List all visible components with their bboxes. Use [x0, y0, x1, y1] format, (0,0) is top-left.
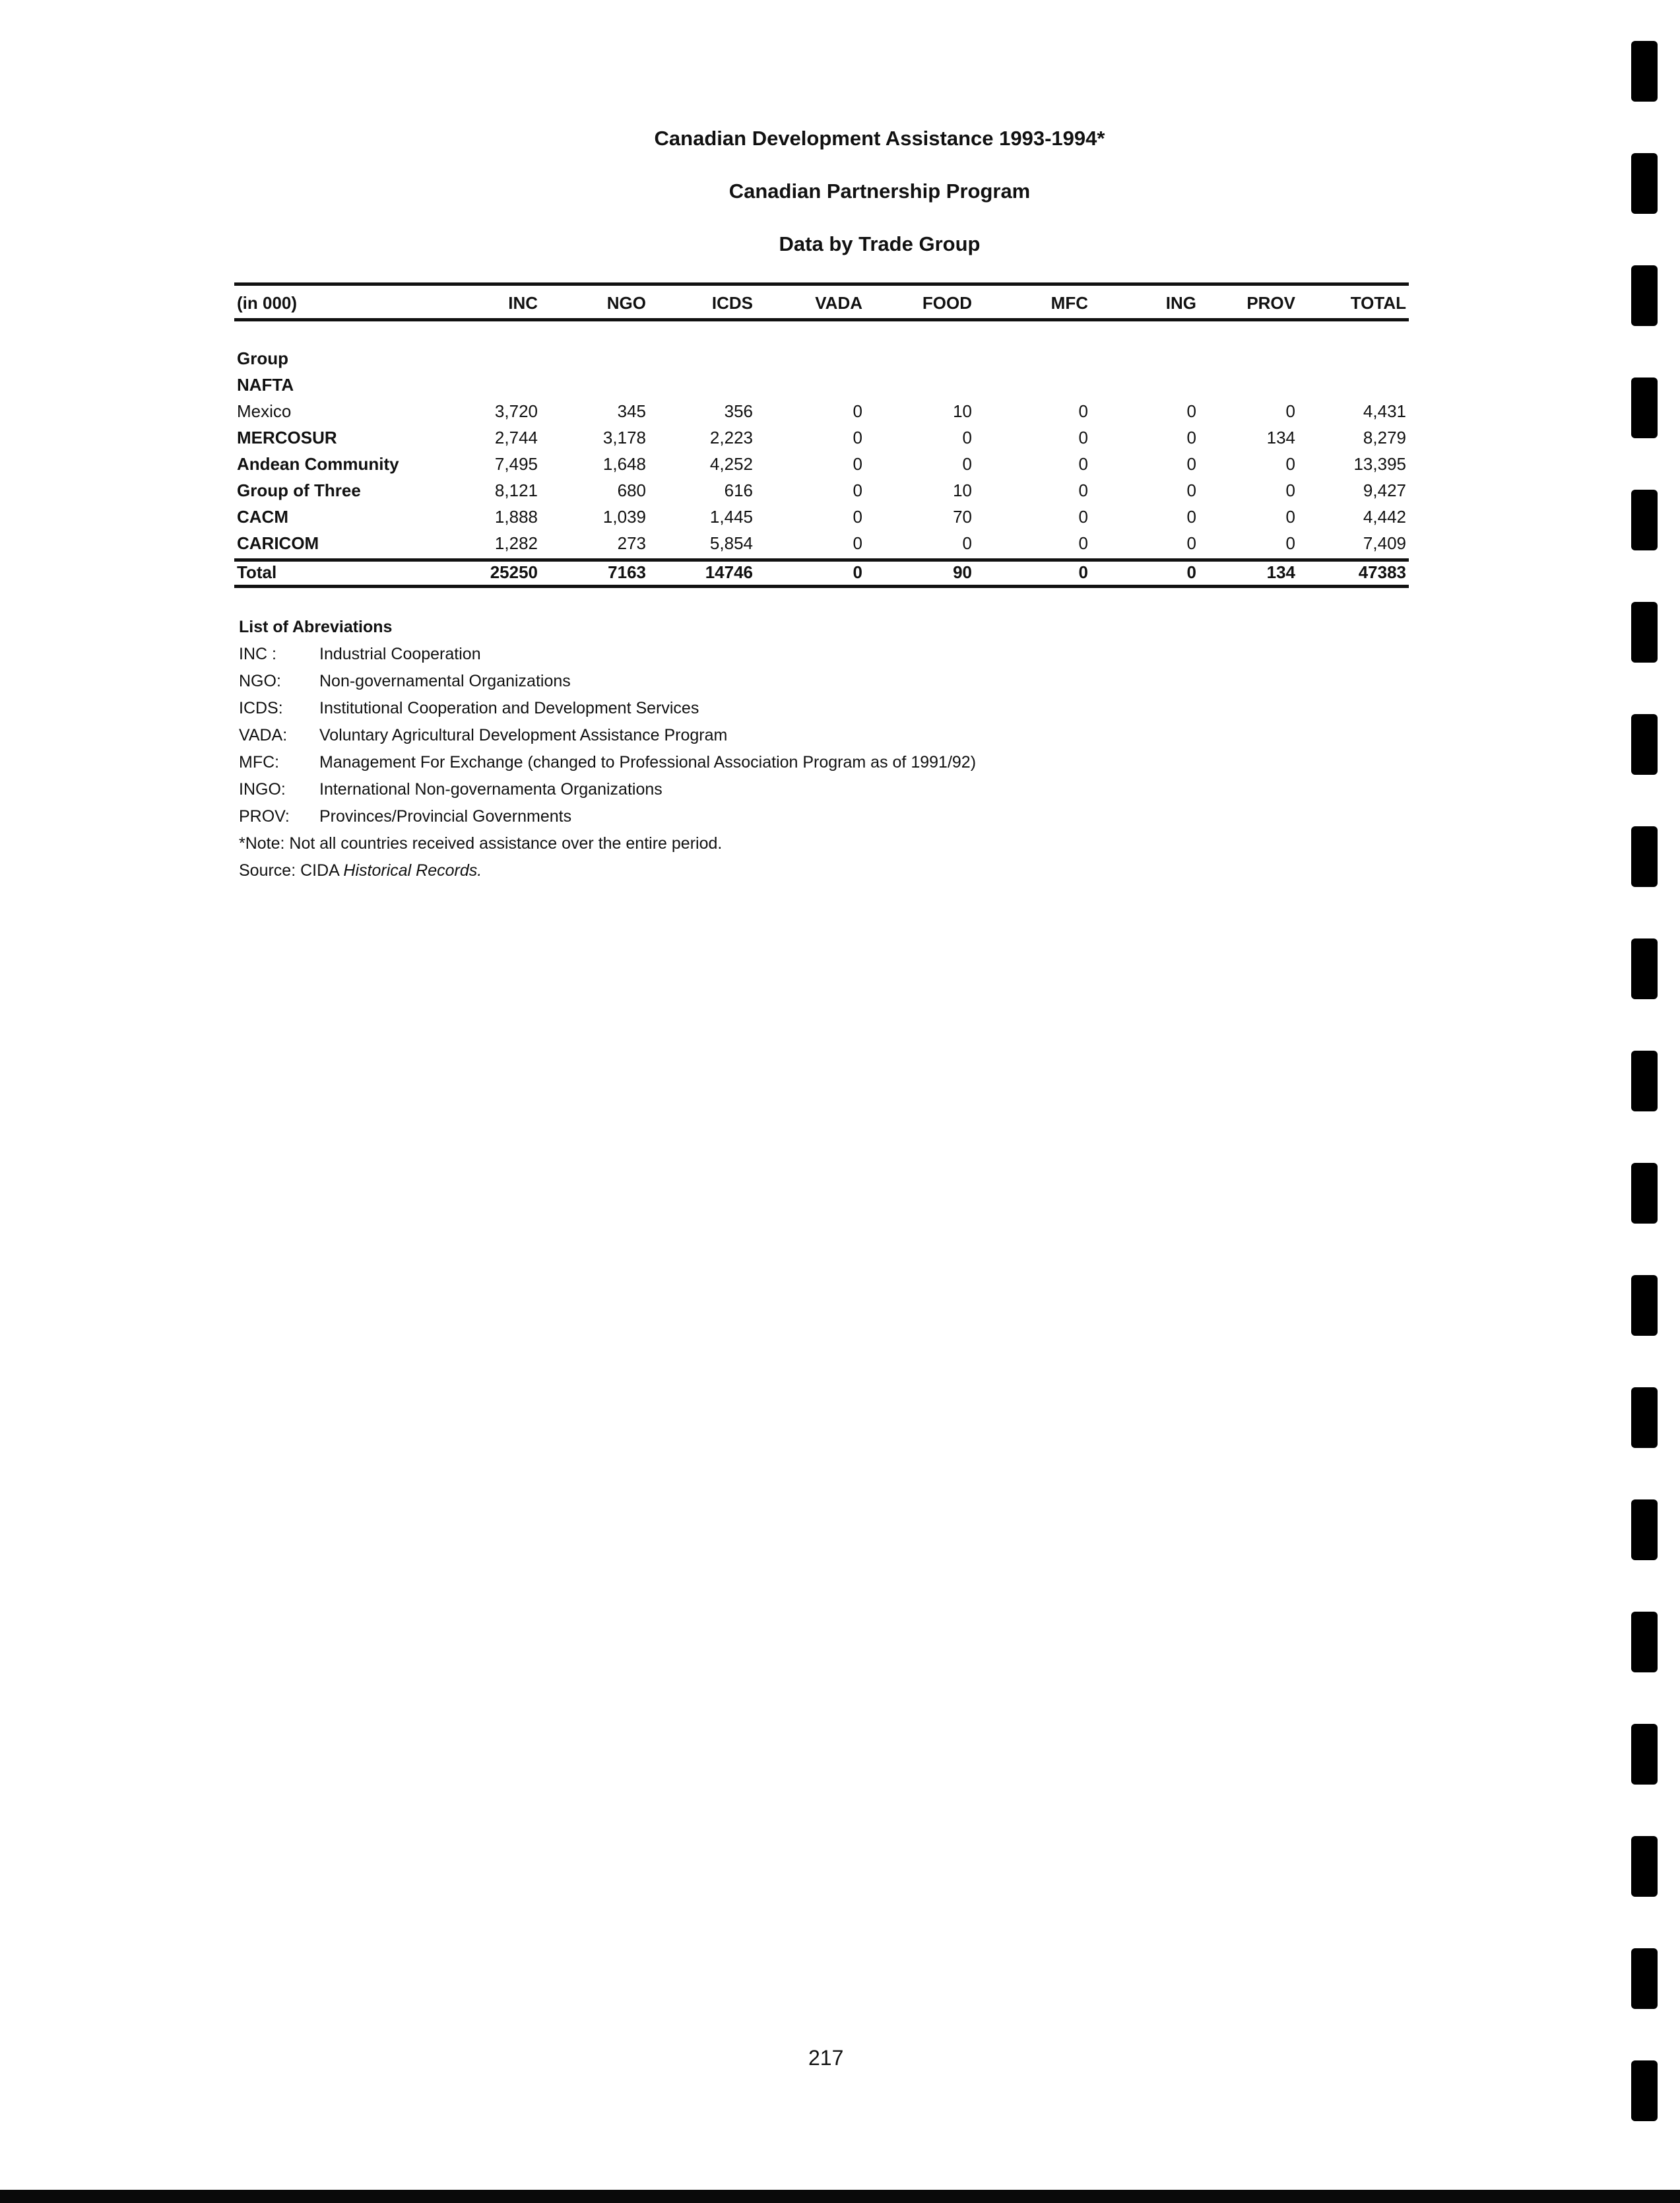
cell-food: 10: [953, 401, 972, 421]
cell-total: 4,442: [1363, 507, 1406, 527]
binding-hole: [1631, 1612, 1658, 1672]
column-header-vada: VADA: [815, 293, 862, 313]
table-row: [234, 533, 1409, 557]
footnote: *Note: Not all countries received assistance over the entire period.: [239, 834, 723, 853]
cell-mfc: 0: [1078, 401, 1088, 421]
abbreviation-code: MFC:: [239, 753, 280, 772]
abbreviation-code: INC :: [239, 645, 276, 663]
cell-prov: 0: [1285, 480, 1295, 500]
abbreviation-desc: Provinces/Provincial Governments: [319, 807, 572, 826]
cell-inc: 1,282: [494, 533, 538, 553]
total-prov: 134: [1266, 562, 1295, 582]
cell-food: 0: [962, 428, 972, 447]
total-ngo: 7163: [608, 562, 646, 582]
cell-ngo: 345: [617, 401, 646, 421]
page-number: 217: [808, 2046, 844, 2070]
cell-food: 0: [962, 454, 972, 474]
section-title: Data by Trade Group: [779, 232, 981, 255]
table-header-row: [234, 293, 1409, 317]
cell-icds: 616: [724, 480, 753, 500]
cell-total: 7,409: [1363, 533, 1406, 553]
cell-prov: 0: [1285, 401, 1295, 421]
abbreviation-item: [239, 803, 722, 830]
abbreviation-desc: International Non-governamenta Organizations: [319, 780, 662, 799]
cell-food: 10: [953, 480, 972, 500]
binding-hole: [1631, 2060, 1658, 2121]
abbreviation-item: [239, 668, 722, 695]
cell-ngo: 680: [617, 480, 646, 500]
source-title: Historical Records.: [343, 861, 482, 880]
binding-hole: [1631, 490, 1658, 550]
binding-hole: [1631, 826, 1658, 887]
binding-hole: [1631, 153, 1658, 214]
table-row: [234, 507, 1409, 531]
binding-hole: [1631, 1275, 1658, 1336]
cell-ing: 0: [1186, 428, 1196, 447]
cell-ngo: 273: [617, 533, 646, 553]
cell-total: 4,431: [1363, 401, 1406, 421]
cell-vada: 0: [853, 401, 862, 421]
abbreviation-code: ICDS:: [239, 699, 283, 717]
abbreviations-section: [239, 614, 977, 884]
abbreviation-item: [239, 641, 722, 668]
total-vada: 0: [853, 562, 862, 582]
table-row: [234, 454, 1409, 478]
cell-prov: 0: [1285, 454, 1295, 474]
binding-hole: [1631, 938, 1658, 999]
binding-hole: [1631, 1051, 1658, 1111]
column-header-mfc: MFC: [1050, 293, 1088, 313]
nafta-label: NAFTA: [237, 375, 294, 395]
binding-hole: [1631, 1387, 1658, 1448]
row-label: Andean Community: [237, 454, 399, 474]
scan-bottom-edge: [0, 2190, 1680, 2203]
cell-inc: 8,121: [494, 480, 538, 500]
abbreviation-desc: Non-governamental Organizations: [319, 672, 571, 690]
abbreviation-item: [239, 776, 722, 803]
cell-vada: 0: [853, 454, 862, 474]
binding-hole: [1631, 41, 1658, 102]
abbreviation-code: INGO:: [239, 780, 286, 799]
row-label: CARICOM: [237, 533, 319, 553]
binding-hole: [1631, 265, 1658, 326]
binding-hole: [1631, 378, 1658, 438]
source-prefix: Source: CIDA: [239, 861, 344, 880]
cell-food: 0: [962, 533, 972, 553]
nafta-label-row: [234, 375, 1409, 399]
binding-hole: [1631, 602, 1658, 663]
abbreviation-code: NGO:: [239, 672, 281, 690]
column-header-inc: INC: [508, 293, 538, 313]
cell-prov: 134: [1266, 428, 1295, 447]
abbreviation-code: PROV:: [239, 807, 290, 826]
column-header-ngo: NGO: [606, 293, 646, 313]
abbreviation-desc: Industrial Cooperation: [319, 645, 481, 663]
table-top-rule: [234, 282, 1409, 286]
row-label: Mexico: [237, 401, 292, 421]
cell-mfc: 0: [1078, 507, 1088, 527]
header-bottom-rule: [234, 318, 1409, 321]
page-subtitle: Canadian Partnership Program: [728, 180, 1031, 203]
total-inc: 25250: [490, 562, 538, 582]
abbreviation-item: [239, 695, 722, 722]
total-top-rule: [234, 558, 1409, 562]
cell-inc: 1,888: [494, 507, 538, 527]
cell-ing: 0: [1186, 507, 1196, 527]
cell-prov: 0: [1285, 533, 1295, 553]
cell-mfc: 0: [1078, 533, 1088, 553]
binding-hole: [1631, 714, 1658, 775]
cell-icds: 1,445: [709, 507, 753, 527]
cell-vada: 0: [853, 533, 862, 553]
cell-vada: 0: [853, 428, 862, 447]
cell-ing: 0: [1186, 533, 1196, 553]
group-label: Group: [237, 348, 288, 368]
abbreviation-item: [239, 749, 977, 776]
total-grand: 47383: [1358, 562, 1406, 582]
cell-ing: 0: [1186, 454, 1196, 474]
cell-ing: 0: [1186, 480, 1196, 500]
total-label: Total: [237, 562, 277, 582]
cell-total: 9,427: [1363, 480, 1406, 500]
total-icds: 14746: [705, 562, 753, 582]
table-row: [234, 480, 1409, 504]
cell-icds: 2,223: [709, 428, 753, 447]
table-bottom-rule: [234, 585, 1409, 588]
cell-total: 8,279: [1363, 428, 1406, 447]
column-header-ing: ING: [1165, 293, 1196, 313]
cell-ing: 0: [1186, 401, 1196, 421]
page-title: Canadian Development Assistance 1993-1994*: [654, 127, 1105, 150]
column-header-icds: ICDS: [711, 293, 753, 313]
row-label: MERCOSUR: [237, 428, 337, 447]
table-row: [234, 428, 1409, 451]
binding-hole: [1631, 1499, 1658, 1560]
abbreviation-item: [239, 722, 728, 749]
cell-mfc: 0: [1078, 480, 1088, 500]
cell-food: 70: [953, 507, 972, 527]
source-line: [239, 857, 722, 884]
total-mfc: 0: [1078, 562, 1088, 582]
total-row: [234, 562, 1409, 586]
binding-hole: [1631, 1163, 1658, 1224]
cell-ngo: 3,178: [602, 428, 646, 447]
cell-inc: 2,744: [494, 428, 538, 447]
row-label: Group of Three: [237, 480, 361, 500]
cell-inc: 3,720: [494, 401, 538, 421]
binding-hole: [1631, 1836, 1658, 1897]
column-header-units: (in 000): [237, 293, 298, 313]
column-header-total: TOTAL: [1350, 293, 1406, 313]
table-row: [234, 401, 1409, 425]
binding-hole: [1631, 1724, 1658, 1785]
abbreviation-code: VADA:: [239, 726, 288, 744]
cell-mfc: 0: [1078, 428, 1088, 447]
abbreviation-desc: Voluntary Agricultural Development Assistance Program: [319, 726, 728, 744]
abbreviations-heading: List of Abreviations: [239, 618, 393, 636]
total-food: 90: [953, 562, 972, 582]
cell-vada: 0: [853, 507, 862, 527]
cell-prov: 0: [1285, 507, 1295, 527]
total-ing: 0: [1186, 562, 1196, 582]
binding-hole: [1631, 1948, 1658, 2009]
cell-icds: 5,854: [709, 533, 753, 553]
cell-total: 13,395: [1353, 454, 1406, 474]
row-label: CACM: [237, 507, 288, 527]
abbreviation-desc: Institutional Cooperation and Development Services: [319, 699, 699, 717]
cell-ngo: 1,648: [602, 454, 646, 474]
group-label-row: [234, 348, 1409, 372]
cell-mfc: 0: [1078, 454, 1088, 474]
cell-ngo: 1,039: [602, 507, 646, 527]
column-header-prov: PROV: [1246, 293, 1295, 313]
abbreviation-desc: Management For Exchange (changed to Professional Association Program as of 1991/92): [319, 753, 977, 772]
cell-icds: 356: [724, 401, 753, 421]
cell-icds: 4,252: [709, 454, 753, 474]
cell-inc: 7,495: [494, 454, 538, 474]
cell-vada: 0: [853, 480, 862, 500]
column-header-food: FOOD: [922, 293, 972, 313]
